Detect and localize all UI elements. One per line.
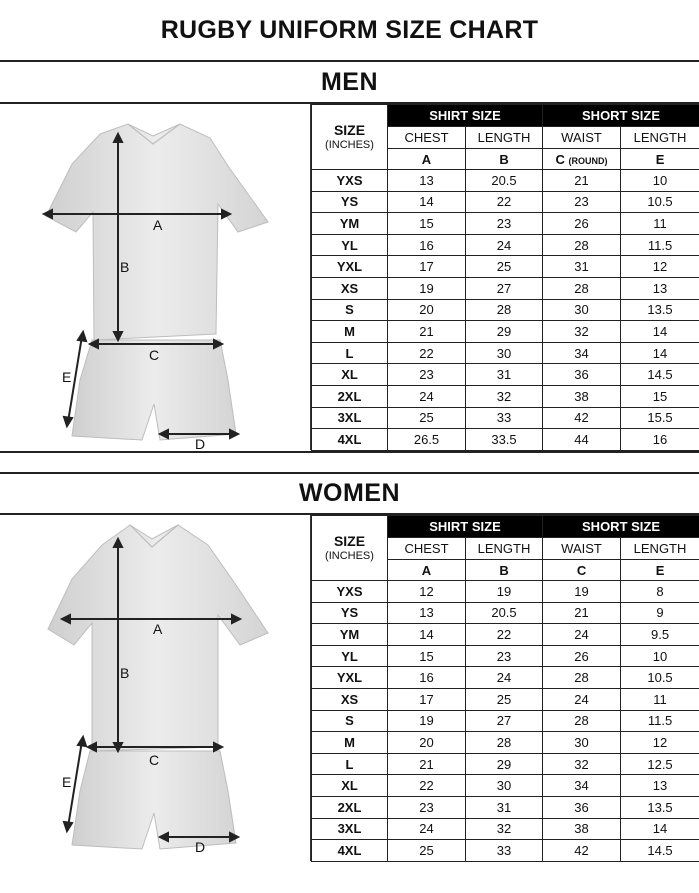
short-length-header: LENGTH — [621, 538, 699, 560]
table-row — [312, 581, 699, 603]
table-row — [312, 213, 699, 235]
men-section-body — [0, 104, 699, 450]
label-b: B — [120, 665, 130, 681]
measurement-cell: 23 — [388, 364, 466, 386]
measurement-cell: 24 — [543, 688, 621, 710]
measurement-cell: 20.5 — [466, 602, 543, 624]
size-name-cell: XS — [312, 277, 388, 299]
measurement-cell: 28 — [466, 299, 543, 321]
col-letter-e: E — [621, 149, 699, 170]
measurement-cell: 38 — [543, 818, 621, 840]
measurement-cell: 14.5 — [621, 364, 699, 386]
table-row — [312, 796, 699, 818]
measurement-cell: 20 — [388, 732, 466, 754]
label-a: A — [153, 217, 163, 233]
table-row — [312, 342, 699, 364]
measurement-cell: 42 — [543, 407, 621, 429]
table-row — [312, 818, 699, 840]
size-name-cell: 3XL — [312, 407, 388, 429]
measurement-cell: 25 — [466, 256, 543, 278]
measurement-cell: 20 — [388, 299, 466, 321]
page-title: RUGBY UNIFORM SIZE CHART — [0, 0, 699, 62]
size-name-cell: S — [312, 710, 388, 732]
measurement-cell: 23 — [466, 645, 543, 667]
measurement-cell: 8 — [621, 581, 699, 603]
shirt-size-header: SHIRT SIZE — [388, 105, 543, 127]
size-name-cell: YS — [312, 191, 388, 213]
measurement-cell: 10 — [621, 645, 699, 667]
size-name-cell: 2XL — [312, 385, 388, 407]
table-row — [312, 645, 699, 667]
measurement-cell: 23 — [543, 191, 621, 213]
measurement-cell: 32 — [466, 385, 543, 407]
measurement-cell: 14 — [621, 342, 699, 364]
measurement-cell: 26 — [543, 213, 621, 235]
men-uniform-illustration — [0, 104, 310, 450]
measurement-cell: 16 — [388, 234, 466, 256]
measurement-cell: 12.5 — [621, 753, 699, 775]
table-row — [312, 624, 699, 646]
measurement-cell: 14 — [621, 321, 699, 343]
measurement-cell: 34 — [543, 342, 621, 364]
measurement-cell: 28 — [543, 277, 621, 299]
measurement-cell: 21 — [388, 753, 466, 775]
size-name-cell: M — [312, 732, 388, 754]
size-header-label: SIZE — [333, 122, 366, 138]
measurement-cell: 29 — [466, 321, 543, 343]
table-row — [312, 385, 699, 407]
measurement-cell: 10.5 — [621, 191, 699, 213]
measurement-cell: 14 — [388, 191, 466, 213]
measurement-cell: 22 — [466, 624, 543, 646]
size-name-cell: XL — [312, 364, 388, 386]
length-header: LENGTH — [466, 127, 543, 149]
measurement-cell: 25 — [388, 840, 466, 862]
measurement-cell: 13 — [621, 775, 699, 797]
measurement-cell: 11.5 — [621, 710, 699, 732]
label-d: D — [195, 436, 206, 450]
measurement-cell: 14.5 — [621, 840, 699, 862]
measurement-cell: 30 — [466, 342, 543, 364]
table-row — [312, 299, 699, 321]
measurement-cell: 42 — [543, 840, 621, 862]
measurement-cell: 24 — [466, 234, 543, 256]
measurement-cell: 15 — [621, 385, 699, 407]
table-row — [312, 321, 699, 343]
table-row — [312, 277, 699, 299]
size-name-cell: YS — [312, 602, 388, 624]
measurement-cell: 30 — [466, 775, 543, 797]
size-name-cell: XS — [312, 688, 388, 710]
measurement-cell: 28 — [543, 234, 621, 256]
size-name-cell: L — [312, 753, 388, 775]
measurement-cell: 16 — [621, 429, 699, 451]
measurement-cell: 12 — [621, 732, 699, 754]
measurement-cell: 10.5 — [621, 667, 699, 689]
measurement-cell: 13.5 — [621, 796, 699, 818]
measurement-cell: 17 — [388, 688, 466, 710]
inches-label: (INCHES) — [325, 550, 374, 562]
measurement-cell: 33.5 — [466, 429, 543, 451]
size-name-cell: YXL — [312, 256, 388, 278]
size-name-cell: S — [312, 299, 388, 321]
measurement-cell: 16 — [388, 667, 466, 689]
measurement-cell: 23 — [388, 796, 466, 818]
measurement-cell: 27 — [466, 710, 543, 732]
measurement-cell: 17 — [388, 256, 466, 278]
measurement-cell: 25 — [388, 407, 466, 429]
short-length-header: LENGTH — [621, 127, 699, 149]
measurement-cell: 19 — [466, 581, 543, 603]
table-row — [312, 753, 699, 775]
measurement-cell: 15 — [388, 213, 466, 235]
men-section-title: MEN — [0, 62, 699, 104]
men-section — [0, 62, 699, 450]
measurement-cell: 21 — [543, 170, 621, 192]
measurement-cell: 44 — [543, 429, 621, 451]
women-size-table — [311, 515, 699, 862]
size-name-cell: YXL — [312, 667, 388, 689]
women-section — [0, 473, 699, 861]
label-b: B — [120, 259, 130, 275]
chest-header: CHEST — [388, 538, 466, 560]
measurement-cell: 36 — [543, 796, 621, 818]
size-name-cell: YL — [312, 645, 388, 667]
measurement-cell: 25 — [466, 688, 543, 710]
measurement-cell: 21 — [543, 602, 621, 624]
measurement-cell: 15.5 — [621, 407, 699, 429]
measurement-cell: 31 — [466, 364, 543, 386]
table-row — [312, 234, 699, 256]
table-row — [312, 407, 699, 429]
measurement-cell: 24 — [388, 385, 466, 407]
size-name-cell: YXS — [312, 581, 388, 603]
measurement-cell: 38 — [543, 385, 621, 407]
table-row — [312, 170, 699, 192]
table-row — [312, 256, 699, 278]
col-letter-a: A — [388, 149, 466, 170]
measurement-cell: 19 — [388, 277, 466, 299]
measurement-cell: 33 — [466, 407, 543, 429]
measurement-cell: 12 — [621, 256, 699, 278]
women-section-title: WOMEN — [0, 473, 699, 515]
measurement-cell: 11 — [621, 213, 699, 235]
size-name-cell: 4XL — [312, 840, 388, 862]
measurement-cell: 20.5 — [466, 170, 543, 192]
measurement-cell: 33 — [466, 840, 543, 862]
measurement-cell: 21 — [388, 321, 466, 343]
col-letter-c — [543, 149, 621, 170]
size-name-cell: 3XL — [312, 818, 388, 840]
table-row — [312, 364, 699, 386]
col-letter-c: C — [543, 560, 621, 581]
measurement-cell: 27 — [466, 277, 543, 299]
measurement-cell: 12 — [388, 581, 466, 603]
table-row — [312, 429, 699, 451]
label-a: A — [153, 621, 163, 637]
size-name-cell: YXS — [312, 170, 388, 192]
measurement-cell: 32 — [543, 753, 621, 775]
measurement-cell: 9.5 — [621, 624, 699, 646]
measurement-cell: 9 — [621, 602, 699, 624]
table-row — [312, 840, 699, 862]
table-row — [312, 602, 699, 624]
size-name-cell: M — [312, 321, 388, 343]
length-header: LENGTH — [466, 538, 543, 560]
measurement-cell: 19 — [388, 710, 466, 732]
shirt-size-header: SHIRT SIZE — [388, 516, 543, 538]
measurement-cell: 13.5 — [621, 299, 699, 321]
inches-label: (INCHES) — [325, 139, 374, 151]
measurement-cell: 13 — [621, 277, 699, 299]
size-name-cell: 2XL — [312, 796, 388, 818]
col-letter-e: E — [621, 560, 699, 581]
label-c: C — [149, 752, 160, 768]
measurement-cell: 22 — [466, 191, 543, 213]
measurement-cell: 30 — [543, 299, 621, 321]
table-row — [312, 775, 699, 797]
size-header — [312, 516, 388, 581]
measurement-cell: 31 — [466, 796, 543, 818]
section-divider — [0, 451, 699, 453]
label-e: E — [62, 369, 72, 385]
measurement-cell: 28 — [466, 732, 543, 754]
women-uniform-illustration — [0, 515, 310, 861]
measurement-cell: 32 — [543, 321, 621, 343]
size-name-cell: YL — [312, 234, 388, 256]
measurement-cell: 29 — [466, 753, 543, 775]
col-letter-b: B — [466, 149, 543, 170]
waist-header: WAIST — [543, 538, 621, 560]
table-row — [312, 710, 699, 732]
measurement-cell: 32 — [466, 818, 543, 840]
measurement-cell: 34 — [543, 775, 621, 797]
size-header-label: SIZE — [333, 533, 366, 549]
size-name-cell: YM — [312, 213, 388, 235]
measurement-cell: 28 — [543, 710, 621, 732]
measurement-cell: 14 — [388, 624, 466, 646]
label-e: E — [62, 774, 72, 790]
table-row — [312, 191, 699, 213]
short-size-header: SHORT SIZE — [543, 105, 699, 127]
measurement-cell: 22 — [388, 342, 466, 364]
label-d: D — [195, 839, 206, 855]
measurement-cell: 24 — [466, 667, 543, 689]
chest-header: CHEST — [388, 127, 466, 149]
size-name-cell: 4XL — [312, 429, 388, 451]
col-letter-b: B — [466, 560, 543, 581]
measurement-cell: 23 — [466, 213, 543, 235]
measurement-cell: 24 — [543, 624, 621, 646]
measurement-cell: 26.5 — [388, 429, 466, 451]
table-row — [312, 667, 699, 689]
measurement-cell: 30 — [543, 732, 621, 754]
size-name-cell: L — [312, 342, 388, 364]
measurement-cell: 13 — [388, 602, 466, 624]
shirt-icon — [48, 525, 268, 751]
label-c: C — [149, 347, 160, 363]
measurement-cell: 13 — [388, 170, 466, 192]
women-section-body — [0, 515, 699, 861]
measurement-cell: 24 — [388, 818, 466, 840]
measurement-cell: 14 — [621, 818, 699, 840]
size-header — [312, 105, 388, 170]
size-name-cell: XL — [312, 775, 388, 797]
measurement-cell: 11 — [621, 688, 699, 710]
col-letter-c-text: C — [555, 151, 565, 167]
measurement-cell: 10 — [621, 170, 699, 192]
col-letter-c-note: (ROUND) — [568, 155, 608, 166]
table-row — [312, 688, 699, 710]
size-name-cell: YM — [312, 624, 388, 646]
measurement-cell: 26 — [543, 645, 621, 667]
measurement-cell: 22 — [388, 775, 466, 797]
waist-header: WAIST — [543, 127, 621, 149]
measurement-cell: 28 — [543, 667, 621, 689]
measurement-cell: 19 — [543, 581, 621, 603]
measurement-cell: 15 — [388, 645, 466, 667]
table-row — [312, 732, 699, 754]
measurement-cell: 36 — [543, 364, 621, 386]
measurement-cell: 11.5 — [621, 234, 699, 256]
measurement-cell: 31 — [543, 256, 621, 278]
men-size-table — [311, 104, 699, 451]
short-size-header: SHORT SIZE — [543, 516, 699, 538]
col-letter-a: A — [388, 560, 466, 581]
